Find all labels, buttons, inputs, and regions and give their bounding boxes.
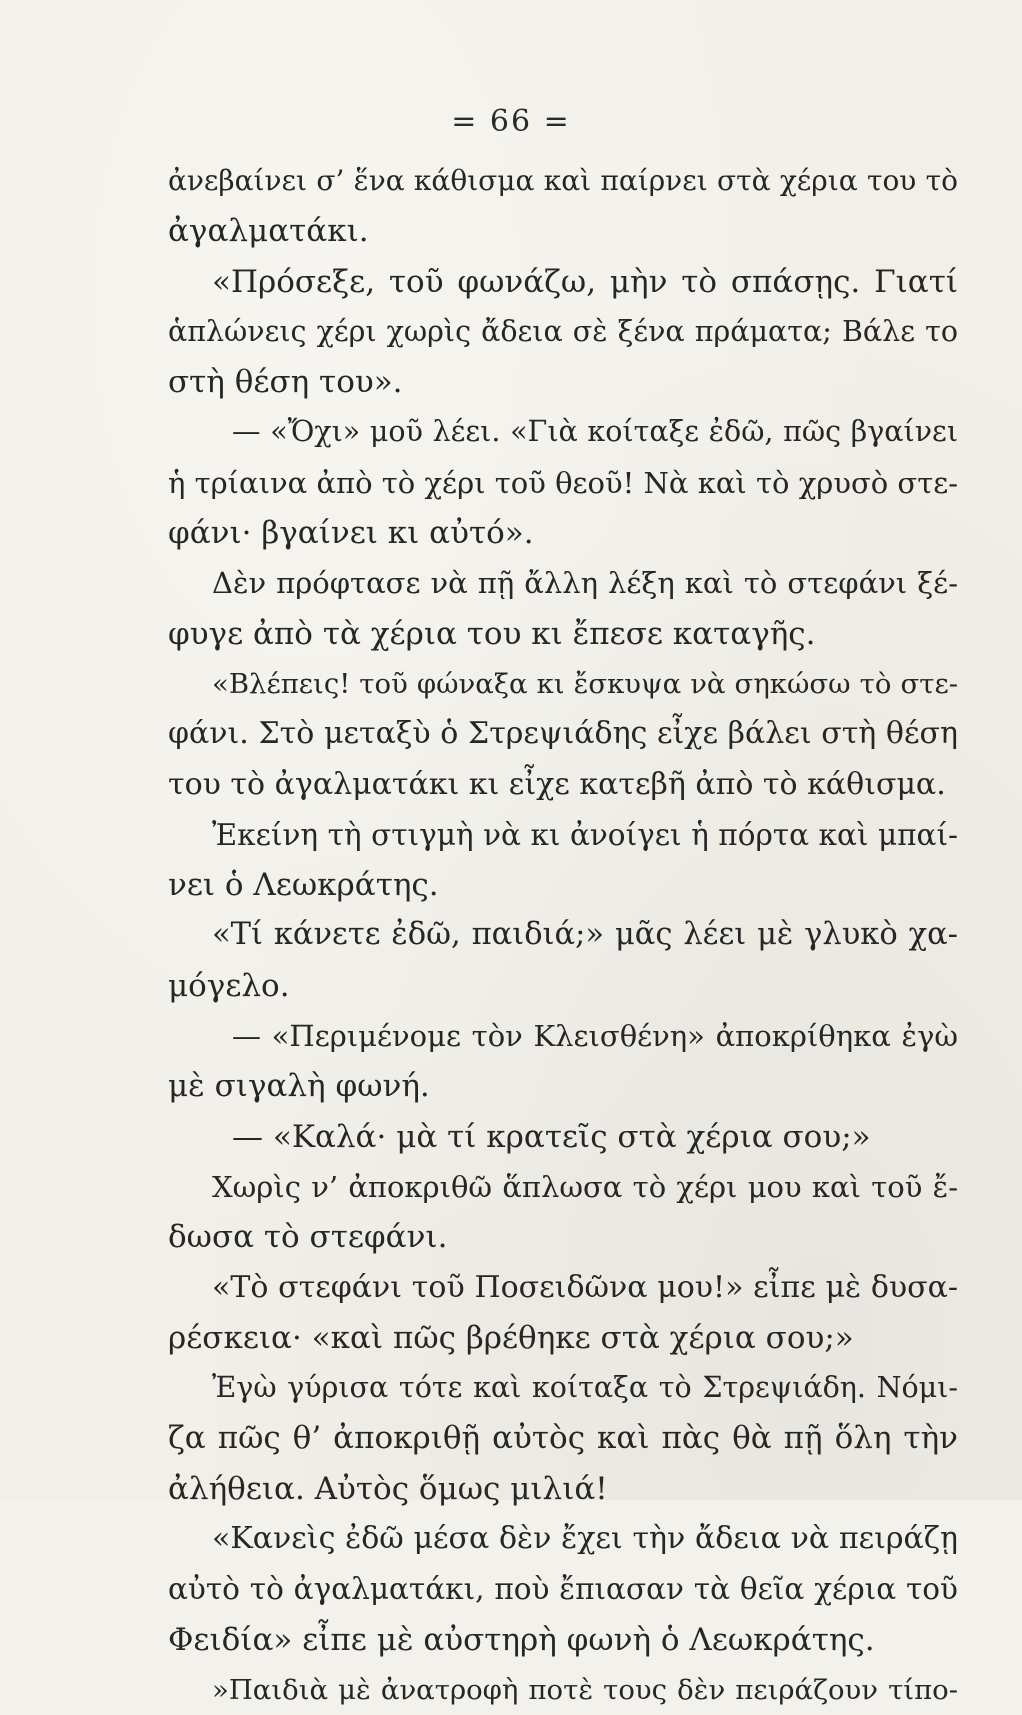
text-line: του τὸ ἀγαλματάκι κι εἶχε κατεβῆ ἀπὸ τὸ κάθισμα. xyxy=(168,766,946,802)
text-line: μὲ σιγαλὴ φωνή. xyxy=(168,1068,430,1105)
text-line: Ἐκείνη τὴ στιγμὴ νὰ κι ἀνοίγει ἡ πόρτα καὶ μπαί- xyxy=(212,817,958,852)
text-line: φάνι. Στὸ μεταξὺ ὁ Στρεψιάδης εἶχε βάλει στὴ θέση xyxy=(168,716,958,752)
text-line: φυγε ἀπὸ τὰ χέρια του κι ἔπεσε καταγῆς. xyxy=(168,615,816,652)
text-line: «Πρόσεξε, τοῦ φωνάζω, μὴν τὸ σπάσῃς. Γιατί xyxy=(212,263,958,300)
text-line: «Τὸ στεφάνι τοῦ Ποσειδῶνα μου!» εἶπε μὲ δυσα- xyxy=(212,1269,958,1305)
text-line: μόγελο. xyxy=(168,967,290,1004)
text-line: αὐτὸ τὸ ἀγαλματάκι, ποὺ ἔπιασαν τὰ θεῖα χέρια τοῦ xyxy=(168,1572,958,1607)
text-line: Δὲν πρόφτασε νὰ πῇ ἄλλη λέξη καὶ τὸ στεφάνι ξέ- xyxy=(212,566,958,601)
body-text xyxy=(168,156,958,1715)
text-line: στὴ θέση του». xyxy=(168,364,403,401)
text-line: Χωρὶς ν’ ἀποκριθῶ ἅπλωσα τὸ χέρι μου καὶ τοῦ ἔ- xyxy=(212,1169,958,1204)
text-line: ἁπλώνεις χέρι χωρὶς ἄδεια σὲ ξένα πράματα; Βάλε το xyxy=(168,314,958,348)
text-line: ἀλήθεια. Αὐτὸς ὅμως μιλιά! xyxy=(168,1470,608,1507)
text-line: ζα πῶς θ’ ἀποκριθῇ αὐτὸς καὶ πὰς θὰ πῇ ὅλη τὴν xyxy=(168,1420,958,1457)
text-line: «Κανεὶς ἐδῶ μέσα δὲν ἔχει τὴν ἄδεια νὰ πειράζῃ xyxy=(212,1521,958,1557)
text-line: — «Καλά· μὰ τί κρατεῖς στὰ χέρια σου;» xyxy=(232,1118,871,1155)
text-line: «Τί κάνετε ἐδῶ, παιδιά;» μᾶς λέει μὲ γλυκὸ χα- xyxy=(212,917,958,953)
text-line: ἀγαλματάκι. xyxy=(168,213,369,250)
text-line: φάνι· βγαίνει κι αὐτό». xyxy=(168,515,534,552)
text-line: δωσα τὸ στεφάνι. xyxy=(168,1219,448,1256)
text-line: «Βλέπεις! τοῦ φώναξα κι ἔσκυψα νὰ σηκώσω τὸ στε- xyxy=(212,667,958,700)
text-line: »Παιδιὰ μὲ ἀνατροφὴ ποτὲ τους δὲν πειράζουν τίπο- xyxy=(212,1673,958,1706)
text-line: Φειδία» εἶπε μὲ αὐστηρὴ φωνὴ ὁ Λεωκράτης. xyxy=(168,1621,875,1658)
text-line: νει ὁ Λεωκράτης. xyxy=(168,867,439,904)
text-line: ρέσκεια· «καὶ πῶς βρέθηκε στὰ χέρια σου;» xyxy=(168,1319,854,1356)
text-line: Ἐγὼ γύρισα τότε καὶ κοίταξα τὸ Στρεψιάδη. Νόμι- xyxy=(212,1371,958,1405)
text-line: ἀνεβαίνει σ’ ἕνα κάθισμα καὶ παίρνει στὰ χέρια του τὸ xyxy=(168,164,958,197)
page-number: = 66 = xyxy=(451,104,571,139)
text-line: — «Ὄχι» μοῦ λέει. «Γιὰ κοίταξε ἐδῶ, πῶς βγαίνει xyxy=(232,415,958,449)
text-line: ἡ τρίαινα ἀπὸ τὸ χέρι τοῦ θεοῦ! Νὰ καὶ τὸ χρυσὸ στε- xyxy=(168,465,959,500)
text-line: — «Περιμένομε τὸν Κλεισθένη» ἀποκρίθηκα ἐγὼ xyxy=(232,1019,958,1054)
